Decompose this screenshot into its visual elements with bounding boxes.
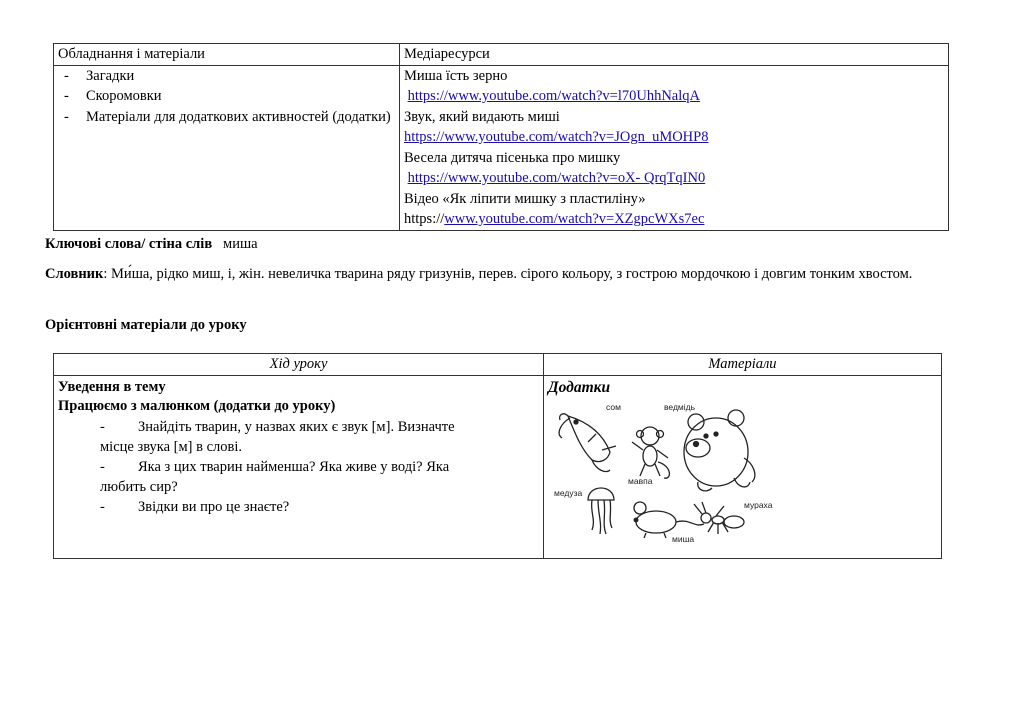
media-title: Миша їсть зерно	[404, 67, 508, 84]
animal-label: миша	[672, 534, 695, 544]
bear-drawing	[684, 410, 755, 491]
media-link[interactable]: https://www.youtube.com/watch?v=JOgn_uMOHP8	[404, 129, 709, 145]
table-row	[54, 375, 942, 558]
media-link[interactable]: https://www.youtube.com/watch?v=l70UhhNalqA	[407, 88, 700, 104]
list-item: - Знайдіть тварин, у назвах яких є звук [м]. Визначте	[100, 418, 455, 435]
dictionary-label: Словник	[45, 266, 104, 282]
materials-cell	[544, 375, 942, 558]
animal-label: ведмідь	[664, 402, 696, 412]
media-title: Весела дитяча пісенька про мишку	[404, 149, 621, 166]
media-link-prefix: https://	[404, 211, 445, 227]
jellyfish-drawing	[588, 488, 614, 534]
table-header-row	[54, 44, 949, 66]
list-item: - Яка з цих тварин найменша? Яка живе у воді? Яка	[100, 458, 450, 475]
keywords-line	[45, 236, 258, 253]
header-equipment: Обладнання і матеріали	[54, 44, 400, 66]
materials-label: Додатки	[548, 378, 611, 396]
list-item: - Загадки	[58, 66, 395, 87]
list-item-continuation: місце звука [м] в слові.	[100, 438, 243, 455]
animal-label: мураха	[744, 500, 773, 510]
animals-illustration	[548, 394, 928, 544]
header-materials: Матеріали	[544, 354, 942, 376]
equipment-cell	[54, 65, 400, 230]
keywords-label: Ключові слова/ стіна слів	[45, 236, 213, 252]
monkey-drawing	[632, 427, 669, 478]
section-title: Орієнтовні матеріали до уроку	[45, 317, 247, 333]
media-title: Відео «Як ліпити мишку з пластиліну»	[404, 190, 646, 207]
dictionary-text: : Ми́ша, рідко миш, і, жін. невеличка тварина ряду гризунів, перев. сірого кольору, з гострою мордочкою і довгим тонким хвостом.	[103, 266, 913, 282]
table-header-row	[54, 354, 942, 376]
equipment-media-table	[53, 43, 949, 231]
media-title: Звук, який видають миші	[404, 108, 560, 125]
animal-label: медуза	[554, 488, 583, 498]
task-heading: Працюємо з малюнком (додатки до уроку)	[58, 397, 336, 414]
list-item-continuation: любить сир?	[100, 478, 178, 495]
list-item: - Скоромовки	[58, 86, 395, 107]
equipment-list	[58, 66, 395, 128]
header-lesson-flow: Хід уроку	[54, 354, 544, 376]
question-list	[58, 417, 539, 517]
ant-drawing	[694, 502, 744, 534]
media-link[interactable]: https://www.youtube.com/watch?v=oX- QrqTqIN0	[407, 170, 706, 186]
header-media: Медіаресурси	[400, 44, 949, 66]
intro-heading: Уведення в тему	[58, 378, 166, 395]
list-item: - Матеріали для додаткових активностей (додатки)	[58, 107, 395, 128]
list-item: - Звідки ви про це знаєте?	[100, 498, 290, 515]
media-link[interactable]: www.youtube.com/watch?v=XZgpcWXs7ec	[444, 211, 705, 227]
lesson-cell	[54, 375, 544, 558]
media-cell	[400, 65, 949, 230]
lesson-table	[53, 353, 942, 559]
mouse-drawing	[634, 502, 704, 538]
dictionary-paragraph	[45, 264, 960, 285]
keywords-value: миша	[223, 236, 258, 252]
catfish-drawing	[559, 414, 616, 472]
animal-label: мавпа	[628, 476, 653, 486]
animal-label: сом	[606, 402, 621, 412]
table-row	[54, 65, 949, 230]
